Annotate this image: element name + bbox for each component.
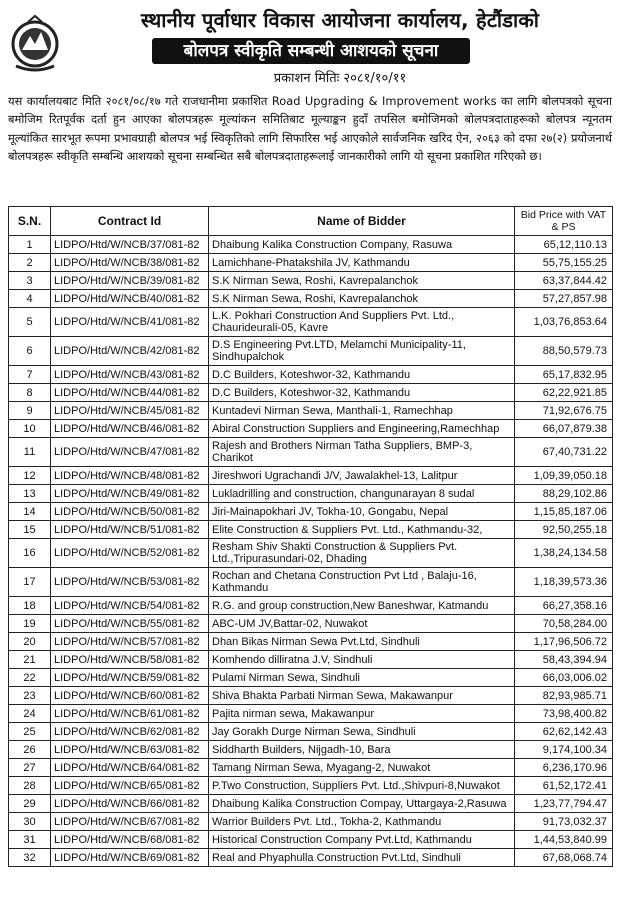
row-bidder-name: Resham Shiv Shakti Construction & Suppliers Pvt. Ltd.,Tripurasundari-02, Dhading <box>209 539 515 568</box>
table-row <box>9 687 613 705</box>
table-row <box>9 337 613 366</box>
row-contract-id: LIDPO/Htd/W/NCB/48/081-82 <box>51 467 209 485</box>
row-bid-price: 66,07,879.38 <box>515 420 613 438</box>
row-bidder-name: Jiri-Mainapokhari JV, Tokha-10, Gongabu, Nepal <box>209 503 515 521</box>
row-sn: 16 <box>9 539 51 568</box>
row-bidder-name: Jay Gorakh Durge Nirman Sewa, Sindhuli <box>209 723 515 741</box>
table-row <box>9 539 613 568</box>
row-contract-id: LIDPO/Htd/W/NCB/38/081-82 <box>51 254 209 272</box>
header-price: Bid Price with VAT & PS <box>515 207 613 236</box>
row-contract-id: LIDPO/Htd/W/NCB/60/081-82 <box>51 687 209 705</box>
row-bidder-name: P.Two Construction, Suppliers Pvt. Ltd.,Shivpuri-8,Nuwakot <box>209 777 515 795</box>
row-contract-id: LIDPO/Htd/W/NCB/58/081-82 <box>51 651 209 669</box>
row-contract-id: LIDPO/Htd/W/NCB/40/081-82 <box>51 290 209 308</box>
row-bidder-name: S.K Nirman Sewa, Roshi, Kavrepalanchok <box>209 272 515 290</box>
row-contract-id: LIDPO/Htd/W/NCB/51/081-82 <box>51 521 209 539</box>
row-bidder-name: Abiral Construction Suppliers and Engineering,Ramechhap <box>209 420 515 438</box>
row-sn: 6 <box>9 337 51 366</box>
row-sn: 13 <box>9 485 51 503</box>
row-contract-id: LIDPO/Htd/W/NCB/41/081-82 <box>51 308 209 337</box>
row-bid-price: 63,37,844.42 <box>515 272 613 290</box>
row-sn: 5 <box>9 308 51 337</box>
table-row <box>9 831 613 849</box>
table-row <box>9 308 613 337</box>
table-row <box>9 420 613 438</box>
table-row <box>9 485 613 503</box>
row-bid-price: 57,27,857.98 <box>515 290 613 308</box>
row-bidder-name: S.K Nirman Sewa, Roshi, Kavrepalanchok <box>209 290 515 308</box>
table-row <box>9 615 613 633</box>
row-sn: 3 <box>9 272 51 290</box>
header-contract-id: Contract Id <box>51 207 209 236</box>
row-bid-price: 58,43,394.94 <box>515 651 613 669</box>
row-bid-price: 6,236,170.96 <box>515 759 613 777</box>
row-sn: 20 <box>9 633 51 651</box>
row-sn: 10 <box>9 420 51 438</box>
table-row <box>9 402 613 420</box>
row-bidder-name: Pajita nirman sewa, Makawanpur <box>209 705 515 723</box>
row-bidder-name: Komhendo dilliratna J.V, Sindhuli <box>209 651 515 669</box>
row-contract-id: LIDPO/Htd/W/NCB/52/081-82 <box>51 539 209 568</box>
row-sn: 12 <box>9 467 51 485</box>
row-bidder-name: D.C Builders, Koteshwor-32, Kathmandu <box>209 384 515 402</box>
table-row <box>9 438 613 467</box>
row-bid-price: 1,09,39,050.18 <box>515 467 613 485</box>
row-contract-id: LIDPO/Htd/W/NCB/45/081-82 <box>51 402 209 420</box>
row-sn: 24 <box>9 705 51 723</box>
intro-paragraph: यस कार्यालयबाट मिति २०८१/०८/१७ गते राजधानीमा प्रकाशित Road Upgrading & Improvement works का लागि बोलपत्रको सूचना बमोजिम रितपूर्वक दर्ता हुन आएका बोलपत्रहरू मूल्यांकन समितिबाट मूल्याङ्कन हुदाँ तपसिल बमोजिमको बोलपत्रदाताहरूको बोलपत्र न्यूनतम मूल्यांकित सारभूत रूपमा प्रभावग्राही बोलपत्र भई स्विकृतिको लागि सिफारिस भई आएकोले सार्वजनिक खरिद ऐन, २०६३ को दफा २७(२) प्रयोजनार्थ बोलपत्रहरू स्वीकृति सम्बन्धि आशयको सूचना सम्बन्धित सबै बोलपत्रदाताहरूलाई जानकारीको लागि यो सूचना प्रकाशित गरिएको छ। <box>8 94 612 164</box>
row-contract-id: LIDPO/Htd/W/NCB/57/081-82 <box>51 633 209 651</box>
row-sn: 22 <box>9 669 51 687</box>
row-bid-price: 1,15,85,187.06 <box>515 503 613 521</box>
row-bid-price: 62,22,921.85 <box>515 384 613 402</box>
office-name: स्थानीय पूर्वाधार विकास आयोजना कार्यालय, हेटौंडाको <box>140 8 540 32</box>
header-bidder: Name of Bidder <box>209 207 515 236</box>
row-bidder-name: D.C Builders, Koteshwor-32, Kathmandu <box>209 366 515 384</box>
row-bidder-name: Real and Phyaphulla Construction Pvt.Ltd, Sindhuli <box>209 849 515 867</box>
row-bidder-name: Rochan and Chetana Construction Pvt Ltd , Balaju-16, Kathmandu <box>209 568 515 597</box>
table-row <box>9 651 613 669</box>
row-sn: 9 <box>9 402 51 420</box>
row-contract-id: LIDPO/Htd/W/NCB/69/081-82 <box>51 849 209 867</box>
row-bid-price: 1,44,53,840.99 <box>515 831 613 849</box>
row-sn: 4 <box>9 290 51 308</box>
row-bid-price: 1,38,24,134.58 <box>515 539 613 568</box>
row-sn: 2 <box>9 254 51 272</box>
table-row <box>9 272 613 290</box>
table-row <box>9 759 613 777</box>
row-sn: 23 <box>9 687 51 705</box>
row-contract-id: LIDPO/Htd/W/NCB/54/081-82 <box>51 597 209 615</box>
row-sn: 11 <box>9 438 51 467</box>
table-row <box>9 633 613 651</box>
row-sn: 21 <box>9 651 51 669</box>
row-sn: 17 <box>9 568 51 597</box>
row-bid-price: 67,40,731.22 <box>515 438 613 467</box>
row-sn: 31 <box>9 831 51 849</box>
row-contract-id: LIDPO/Htd/W/NCB/61/081-82 <box>51 705 209 723</box>
row-contract-id: LIDPO/Htd/W/NCB/64/081-82 <box>51 759 209 777</box>
row-bidder-name: Shiva Bhakta Parbati Nirman Sewa, Makawanpur <box>209 687 515 705</box>
table-row <box>9 597 613 615</box>
row-sn: 30 <box>9 813 51 831</box>
row-contract-id: LIDPO/Htd/W/NCB/47/081-82 <box>51 438 209 467</box>
notice-title: बोलपत्र स्वीकृति सम्बन्धी आशयको सूचना <box>152 38 470 64</box>
row-contract-id: LIDPO/Htd/W/NCB/46/081-82 <box>51 420 209 438</box>
row-bid-price: 65,12,110.13 <box>515 236 613 254</box>
row-bid-price: 1,18,39,573.36 <box>515 568 613 597</box>
row-sn: 18 <box>9 597 51 615</box>
row-sn: 14 <box>9 503 51 521</box>
row-bidder-name: Lamichhane-Phatakshila JV, Kathmandu <box>209 254 515 272</box>
row-bid-price: 61,52,172.41 <box>515 777 613 795</box>
table-row <box>9 254 613 272</box>
row-bidder-name: Dhan Bikas Nirman Sewa Pvt.Ltd, Sindhuli <box>209 633 515 651</box>
table-row <box>9 366 613 384</box>
row-bid-price: 73,98,400.82 <box>515 705 613 723</box>
table-row <box>9 290 613 308</box>
row-sn: 32 <box>9 849 51 867</box>
table-row <box>9 813 613 831</box>
row-bidder-name: Kuntadevi Nirman Sewa, Manthali-1, Ramechhap <box>209 402 515 420</box>
nepal-emblem-icon <box>10 14 60 76</box>
row-bid-price: 88,50,579.73 <box>515 337 613 366</box>
row-bidder-name: Warrior Builders Pvt. Ltd., Tokha-2, Kathmandu <box>209 813 515 831</box>
row-bid-price: 1,17,96,506.72 <box>515 633 613 651</box>
row-bid-price: 91,73,032.37 <box>515 813 613 831</box>
row-bid-price: 1,03,76,853.64 <box>515 308 613 337</box>
row-contract-id: LIDPO/Htd/W/NCB/68/081-82 <box>51 831 209 849</box>
table-row <box>9 467 613 485</box>
table-row <box>9 723 613 741</box>
row-contract-id: LIDPO/Htd/W/NCB/66/081-82 <box>51 795 209 813</box>
row-bid-price: 9,174,100.34 <box>515 741 613 759</box>
table-row <box>9 777 613 795</box>
row-contract-id: LIDPO/Htd/W/NCB/50/081-82 <box>51 503 209 521</box>
row-bidder-name: ABC-UM JV,Battar-02, Nuwakot <box>209 615 515 633</box>
row-contract-id: LIDPO/Htd/W/NCB/53/081-82 <box>51 568 209 597</box>
row-sn: 25 <box>9 723 51 741</box>
row-contract-id: LIDPO/Htd/W/NCB/59/081-82 <box>51 669 209 687</box>
row-sn: 7 <box>9 366 51 384</box>
table-row <box>9 849 613 867</box>
row-bid-price: 71,92,676.75 <box>515 402 613 420</box>
row-bidder-name: Rajesh and Brothers Nirman Tatha Suppliers, BMP-3, Charikot <box>209 438 515 467</box>
row-bidder-name: Dhaibung Kalika Construction Compay, Uttargaya-2,Rasuwa <box>209 795 515 813</box>
row-sn: 19 <box>9 615 51 633</box>
row-bidder-name: Jireshwori Ugrachandi J/V, Jawalakhel-13, Lalitpur <box>209 467 515 485</box>
table-body <box>9 236 613 867</box>
publication-date: प्रकाशन मितिः २०८१/१०/११ <box>273 71 407 86</box>
table-row <box>9 795 613 813</box>
row-bid-price: 70,58,284.00 <box>515 615 613 633</box>
row-bid-price: 82,93,985.71 <box>515 687 613 705</box>
table-header-row <box>9 207 613 236</box>
row-bidder-name: Tamang Nirman Sewa, Myagang-2, Nuwakot <box>209 759 515 777</box>
row-bidder-name: Siddharth Builders, Nijgadh-10, Bara <box>209 741 515 759</box>
row-bid-price: 66,03,006.02 <box>515 669 613 687</box>
row-contract-id: LIDPO/Htd/W/NCB/63/081-82 <box>51 741 209 759</box>
row-bidder-name: Historical Construction Company Pvt.Ltd, Kathmandu <box>209 831 515 849</box>
row-contract-id: LIDPO/Htd/W/NCB/49/081-82 <box>51 485 209 503</box>
table-row <box>9 568 613 597</box>
row-bidder-name: D.S Engineering Pvt.LTD, Melamchi Municipality-11, Sindhupalchok <box>209 337 515 366</box>
row-contract-id: LIDPO/Htd/W/NCB/65/081-82 <box>51 777 209 795</box>
row-bidder-name: Pulami Nirman Sewa, Sindhuli <box>209 669 515 687</box>
row-sn: 1 <box>9 236 51 254</box>
row-sn: 26 <box>9 741 51 759</box>
row-contract-id: LIDPO/Htd/W/NCB/62/081-82 <box>51 723 209 741</box>
row-bidder-name: L.K. Pokhari Construction And Suppliers Pvt. Ltd., Chaurideurali-05, Kavre <box>209 308 515 337</box>
row-bid-price: 55,75,155.25 <box>515 254 613 272</box>
row-bid-price: 66,27,358.16 <box>515 597 613 615</box>
row-bidder-name: Dhaibung Kalika Construction Company, Rasuwa <box>209 236 515 254</box>
row-sn: 27 <box>9 759 51 777</box>
row-contract-id: LIDPO/Htd/W/NCB/67/081-82 <box>51 813 209 831</box>
row-sn: 15 <box>9 521 51 539</box>
bidder-table <box>8 206 613 867</box>
row-bidder-name: R.G. and group construction,New Baneshwar, Katmandu <box>209 597 515 615</box>
row-bid-price: 65,17,832.95 <box>515 366 613 384</box>
row-bidder-name: Elite Construction & Suppliers Pvt. Ltd., Kathmandu-32, <box>209 521 515 539</box>
row-contract-id: LIDPO/Htd/W/NCB/44/081-82 <box>51 384 209 402</box>
header-sn: S.N. <box>9 207 51 236</box>
table-row <box>9 236 613 254</box>
row-sn: 29 <box>9 795 51 813</box>
row-bid-price: 1,23,77,794.47 <box>515 795 613 813</box>
row-bid-price: 88,29,102.86 <box>515 485 613 503</box>
table-row <box>9 503 613 521</box>
row-sn: 8 <box>9 384 51 402</box>
row-bid-price: 67,68,068.74 <box>515 849 613 867</box>
row-bid-price: 92,50,255.18 <box>515 521 613 539</box>
row-bidder-name: Lukladrilling and construction, changunarayan 8 sudal <box>209 485 515 503</box>
row-bid-price: 62,62,142.43 <box>515 723 613 741</box>
table-row <box>9 384 613 402</box>
table-row <box>9 741 613 759</box>
row-contract-id: LIDPO/Htd/W/NCB/55/081-82 <box>51 615 209 633</box>
table-row <box>9 521 613 539</box>
row-sn: 28 <box>9 777 51 795</box>
row-contract-id: LIDPO/Htd/W/NCB/37/081-82 <box>51 236 209 254</box>
row-contract-id: LIDPO/Htd/W/NCB/42/081-82 <box>51 337 209 366</box>
table-row <box>9 669 613 687</box>
row-contract-id: LIDPO/Htd/W/NCB/39/081-82 <box>51 272 209 290</box>
row-contract-id: LIDPO/Htd/W/NCB/43/081-82 <box>51 366 209 384</box>
table-row <box>9 705 613 723</box>
